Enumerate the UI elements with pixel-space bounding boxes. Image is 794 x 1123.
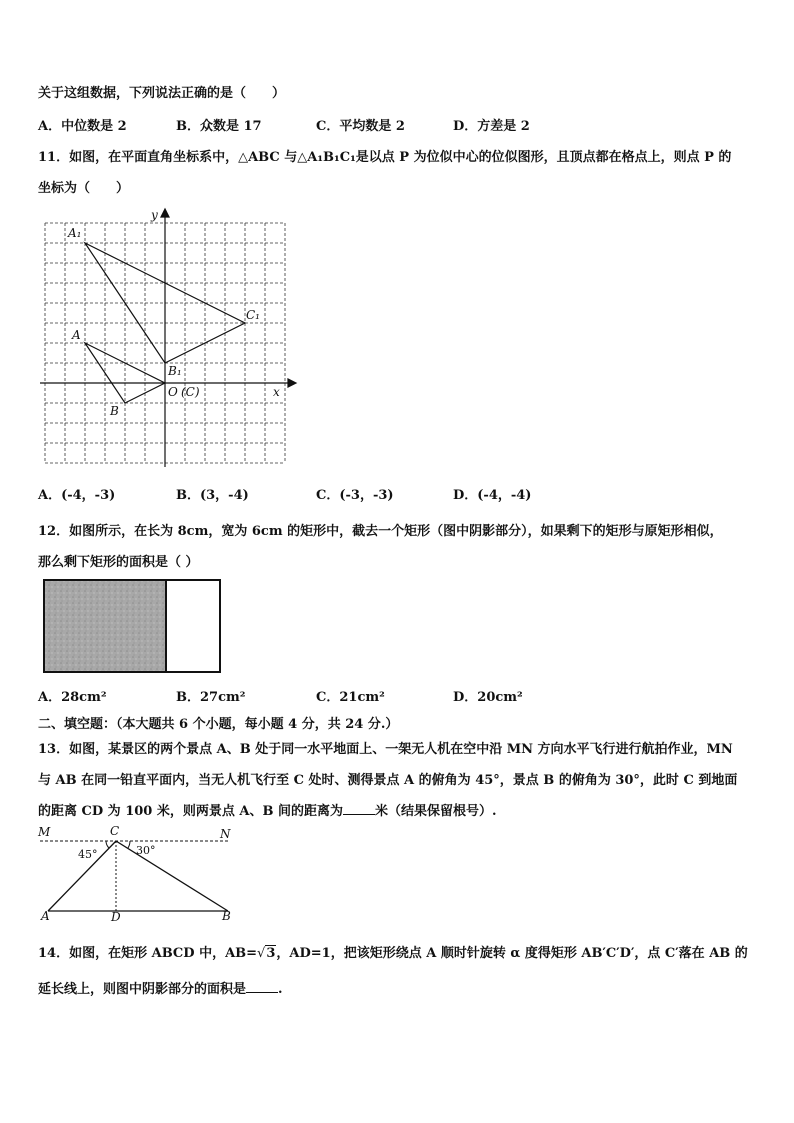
x-axis-arrow: [288, 379, 296, 387]
q11-stem-line2: 坐标为（ ）: [38, 181, 130, 196]
q11-coordinate-figure: [40, 205, 302, 467]
label-a: A: [72, 328, 81, 342]
angle-30-arc: [128, 841, 130, 848]
label-c: (C): [181, 385, 200, 399]
label-a: A: [41, 909, 50, 923]
y-axis-arrow: [161, 209, 169, 217]
q13-stem-line1: 13．如图，某景区的两个景点 A、B 处于同一水平地面上、一架无人机在空中沿 MN 方向水平飞行进行航拍作业，MN: [38, 742, 733, 757]
q13-answer-blank: [343, 804, 375, 815]
label-d: D: [111, 910, 121, 924]
shaded-rectangle: [44, 580, 166, 672]
q14-stem-line2a: 延长线上，则图中阴影部分的面积是: [38, 982, 247, 997]
q14-answer-blank: [246, 982, 278, 993]
label-m: M: [38, 825, 51, 839]
q14-stem-line2b: .: [278, 982, 283, 997]
label-c1: C₁: [246, 308, 260, 322]
angle-45-arc: [106, 841, 109, 848]
q14-stem-line2: [38, 978, 283, 997]
label-45: 45°: [78, 848, 98, 861]
q11-option-b: B．(3，-4): [176, 488, 249, 503]
q11-option-a: A．(-4，-3): [38, 488, 116, 503]
q10-stem: 关于这组数据，下列说法正确的是（ ）: [38, 86, 286, 101]
label-y: y: [151, 208, 158, 222]
q12-option-c: C．21cm²: [316, 690, 385, 705]
label-n: N: [220, 827, 231, 841]
label-b: B: [110, 404, 119, 418]
q10-option-b: B．众数是 17: [176, 119, 262, 134]
q10-option-d: D．方差是 2: [453, 119, 530, 134]
q14-stem-line1b: ，AD=1，把该矩形绕点 A 顺时针旋转 α 度得矩形 AB′C′D′，点 C′落在 AB 的: [276, 946, 748, 961]
q12-rectangle-figure: [42, 578, 228, 676]
q14-stem-line1: [38, 942, 748, 961]
q12-option-a: A．28cm²: [38, 690, 107, 705]
q10-option-c: C．平均数是 2: [316, 119, 405, 134]
remaining-rectangle: [166, 580, 220, 672]
q12-option-b: B．27cm²: [176, 690, 246, 705]
q13-drone-figure: [36, 824, 242, 924]
label-30: 30°: [136, 844, 156, 857]
label-c: C: [110, 824, 120, 838]
sqrt-expression: √3: [257, 946, 276, 961]
q13-stem-line2: 与 AB 在同一铅直平面内，当无人机飞行至 C 处时、测得景点 A 的俯角为 45°，景点 B 的俯角为 30°，此时 C 到地面: [38, 773, 738, 788]
label-x: x: [273, 385, 280, 399]
q12-option-d: D．20cm²: [453, 690, 523, 705]
sqrt-argument: 3: [266, 946, 276, 961]
label-b: B: [222, 909, 231, 923]
q12-stem-line2: 那么剩下矩形的面积是（ ）: [38, 555, 199, 570]
label-b1: B₁: [168, 364, 182, 378]
q13-stem-line3a: 的距离 CD 为 100 米，则两景点 A、B 间的距离为: [38, 804, 343, 819]
q14-stem-line1a: 14．如图，在矩形 ABCD 中，AB=: [38, 946, 258, 961]
q11-option-d: D．(-4，-4): [453, 488, 532, 503]
q10-option-a: A．中位数是 2: [38, 119, 127, 134]
label-o: O: [168, 385, 178, 399]
q13-stem-line3: [38, 800, 497, 819]
q13-stem-line3b: 米（结果保留根号）.: [375, 804, 497, 819]
q11-option-c: C．(-3，-3): [316, 488, 394, 503]
q11-stem-line1: 11．如图，在平面直角坐标系中，△ABC 与△A₁B₁C₁是以点 P 为位似中心的位似图形，且顶点都在格点上，则点 P 的: [38, 150, 732, 165]
label-a1: A₁: [68, 226, 82, 240]
q12-stem-line1: 12．如图所示，在长为 8cm，宽为 6cm 的矩形中，截去一个矩形（图中阴影部分），如果剩下的矩形与原矩形相似，: [38, 524, 723, 539]
section-title: 二、填空题：（本大题共 6 个小题，每小题 4 分，共 24 分.）: [38, 717, 399, 732]
line-cb: [116, 841, 228, 911]
